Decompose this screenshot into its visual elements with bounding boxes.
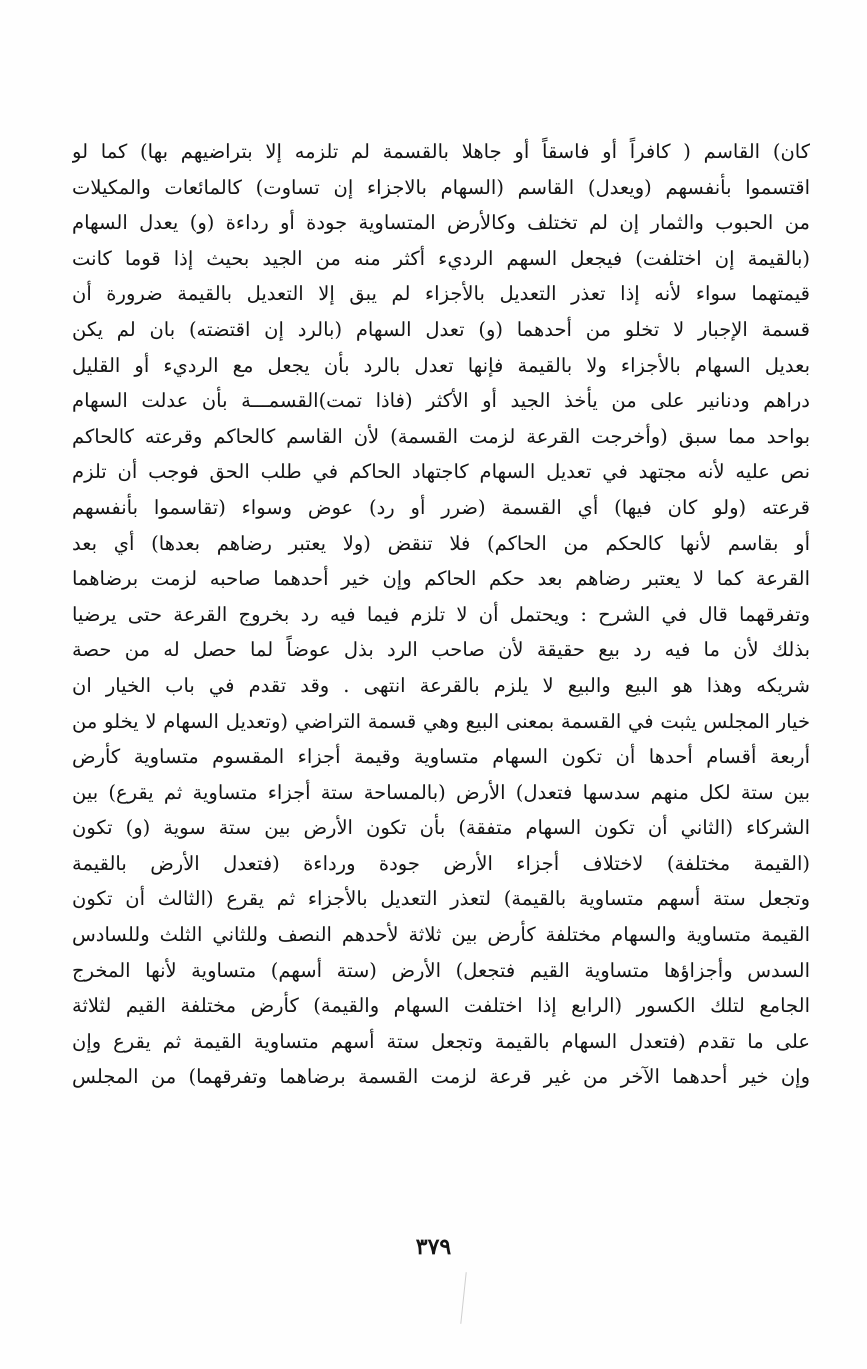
text-line: الشركاء (الثاني أن تكون السهام متفقة) بأن تكون الأرض بين ستة سوية (و) تكون xyxy=(72,816,810,840)
text-line: دراهم ودنانير على من يأخذ الجيد أو الأكثر (فاذا تمت)القسمـــة بأن عدلت السهام xyxy=(72,389,810,413)
text-line: بعديل السهام بالأجزاء ولا بالقيمة فإنها تعدل بالرد بأن يجعل مع الرديء أو القليل xyxy=(72,353,810,377)
text-line: شريكه وهذا هو البيع والبيع لا يلزم بالقرعة انتهى . وقد تقدم في باب الخيار ان xyxy=(72,673,810,697)
text-line: كان) القاسم ( كافراً أو فاسقاً أو جاهلا بالقسمة لم تلزمه إلا بتراضيهم بها) كما لو xyxy=(72,140,810,163)
text-line: أربعة أقسام أحدها أن تكون السهام متساوية وقيمة أجزاء المقسوم متساوية كأرض xyxy=(72,745,810,769)
text-line: وإن خير أحدهما الآخر من غير قرعة لزمت القسمة برضاهما وتفرقهما) من المجلس xyxy=(72,1065,810,1089)
text-line: أو بقاسم لأنها كالحكم من الحاكم) فلا تنقض (ولا يعتبر رضاهم بعدها) أي بعد xyxy=(72,531,810,555)
text-line: القرعة كما لا يعتبر رضاهم بعد حكم الحاكم وإن خير أحدهما صاحبه لزمت برضاهما xyxy=(72,567,810,591)
text-line: وتجعل ستة أسهم متساوية بالقيمة) لتعذر التعديل بالأجزاء ثم يقرع (الثالث أن تكون xyxy=(72,887,810,911)
text-line: من الحبوب والثمار إن لم تختلف وكالأرض المتساوية جودة أو رداءة (و) يعدل السهام xyxy=(72,211,810,235)
text-line: على ما تقدم (فتعدل السهام بالقيمة وتجعل ستة أسهم متساوية القيمة ثم يقرع وإن xyxy=(72,1029,810,1053)
text-line: بذلك لأن ما فيه رد بيع حقيقة لأن صاحب الرد بذل عوضاً لما حصل له من حصة xyxy=(72,638,810,662)
text-line: السدس وأجزاؤها متساوية القيم فتجعل) الأرض (ستة أسهم) متساوية لأنها المخرج xyxy=(72,958,810,982)
text-line: قسمة الإجبار لا تخلو من أحدهما (و) تعدل السهام (بالرد إن اقتضته) بان لم يكن xyxy=(72,317,810,341)
text-line: وتفرقهما قال في الشرح : ويحتمل أن لا تلزم فيما فيه رد بخروج القرعة حتى يرضيا xyxy=(72,602,810,626)
text-line: خيار المجلس يثبت في القسمة بمعنى البيع وهي قسمة التراضي (وتعديل السهام لا يخلو من xyxy=(72,709,810,733)
body-text xyxy=(72,134,810,1095)
text-line: نص عليه لأنه مجتهد في تعديل السهام كاجتهاد الحاكم في طلب الحق فوجب أن تلزم xyxy=(72,460,810,484)
text-line: اقتسموا بأنفسهم (ويعدل) القاسم (السهام بالاجزاء إن تساوت) كالمائعات والمكيلات xyxy=(72,175,810,199)
text-line: الجامع لتلك الكسور (الرابع إذا اختلفت السهام والقيمة) كأرض مختلفة القيم لثلاثة xyxy=(72,994,810,1018)
text-line: (القيمة مختلفة) لاختلاف أجزاء الأرض جودة ورداءة (فتعدل الأرض بالقيمة xyxy=(72,851,810,875)
scan-mark xyxy=(460,1272,466,1324)
text-line: القيمة متساوية والسهام مختلفة كأرض بين ثلاثة لأحدهم النصف وللثاني الثلث وللسادس xyxy=(72,923,810,947)
text-line: قرعته (ولو كان فيها) أي القسمة (ضرر أو رد) عوض وسواء (تقاسموا بأنفسهم xyxy=(72,495,810,519)
text-line: بواحد مما سبق (وأخرجت القرعة لزمت القسمة) لأن القاسم كالحاكم وقرعته كالحاكم xyxy=(72,424,810,448)
text-line: قيمتهما سواء لأنه إذا تعذر التعديل بالأجزاء لم يبق إلا التعديل بالقيمة ضرورة أن xyxy=(72,282,810,306)
text-line: بين ستة لكل منهم سدسها فتعدل) الأرض (بالمساحة ستة أجزاء متساوية ثم يقرع) بين xyxy=(72,780,810,804)
text-line: (بالقيمة إن اختلفت) فيجعل السهم الرديء أكثر منه من الجيد بحيث إذا قوما كانت xyxy=(72,246,810,270)
page-number: ٣٧٩ xyxy=(415,1234,452,1260)
